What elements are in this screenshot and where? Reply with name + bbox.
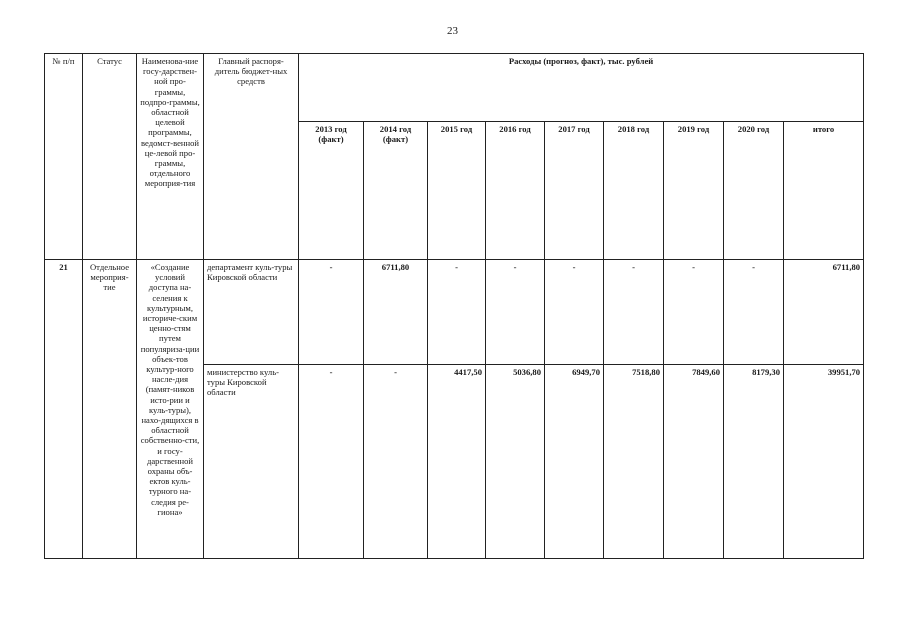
header-year-2016: 2016 год [486, 122, 545, 260]
row-name: «Создание условий доступа на-селения к культурным, историче-ским ценно-стям путем популяриза-ции объек-тов культур-ного насле-дия (памят-ников исто-рии и куль-туры), нахо-дящихся в областной собственно-сти, и госу-дарственной охраны объ-ектов куль-турного на-следия ре-гиона» [137, 260, 204, 559]
value-cell: 5036,80 [486, 365, 545, 559]
value-cell: - [299, 260, 364, 365]
value-cell: 7518,80 [604, 365, 664, 559]
value-cell-total: 39951,70 [784, 365, 864, 559]
value-cell: - [664, 260, 724, 365]
value-cell: - [545, 260, 604, 365]
row-status: Отдельное мероприя-тие [83, 260, 137, 559]
header-year-2014: 2014 год (факт) [364, 122, 428, 260]
value-cell: - [299, 365, 364, 559]
header-total: итого [784, 122, 864, 260]
header-expenses: Расходы (прогноз, факт), тыс. рублей [299, 54, 864, 122]
value-cell: 4417,50 [428, 365, 486, 559]
page-number: 23 [447, 25, 458, 37]
value-cell: - [486, 260, 545, 365]
value-cell: 6711,80 [364, 260, 428, 365]
value-cell: 7849,60 [664, 365, 724, 559]
expenses-table [44, 53, 864, 559]
value-cell: - [724, 260, 784, 365]
header-year-2020: 2020 год [724, 122, 784, 260]
value-cell: 8179,30 [724, 365, 784, 559]
row-distributor: министерство куль-туры Кировской области [204, 365, 299, 559]
value-cell: - [364, 365, 428, 559]
header-year-2018: 2018 год [604, 122, 664, 260]
row-distributor: департамент куль-туры Кировской области [204, 260, 299, 365]
header-name: Наименова-ние госу-дарствен-ной про-граммы, подпро-граммы, областной целевой программы, ведомст-венной це-левой про-граммы, отдельного мероприя-тия [137, 54, 204, 260]
header-num: № п/п [45, 54, 83, 260]
header-distributor: Главный распоря-дитель бюджет-ных средств [204, 54, 299, 260]
value-cell-total: 6711,80 [784, 260, 864, 365]
header-year-2013: 2013 год (факт) [299, 122, 364, 260]
value-cell: - [604, 260, 664, 365]
row-num: 21 [45, 260, 83, 559]
value-cell: - [428, 260, 486, 365]
header-year-2019: 2019 год [664, 122, 724, 260]
value-cell: 6949,70 [545, 365, 604, 559]
header-year-2017: 2017 год [545, 122, 604, 260]
header-year-2015: 2015 год [428, 122, 486, 260]
header-status: Статус [83, 54, 137, 260]
table-row [45, 260, 864, 365]
